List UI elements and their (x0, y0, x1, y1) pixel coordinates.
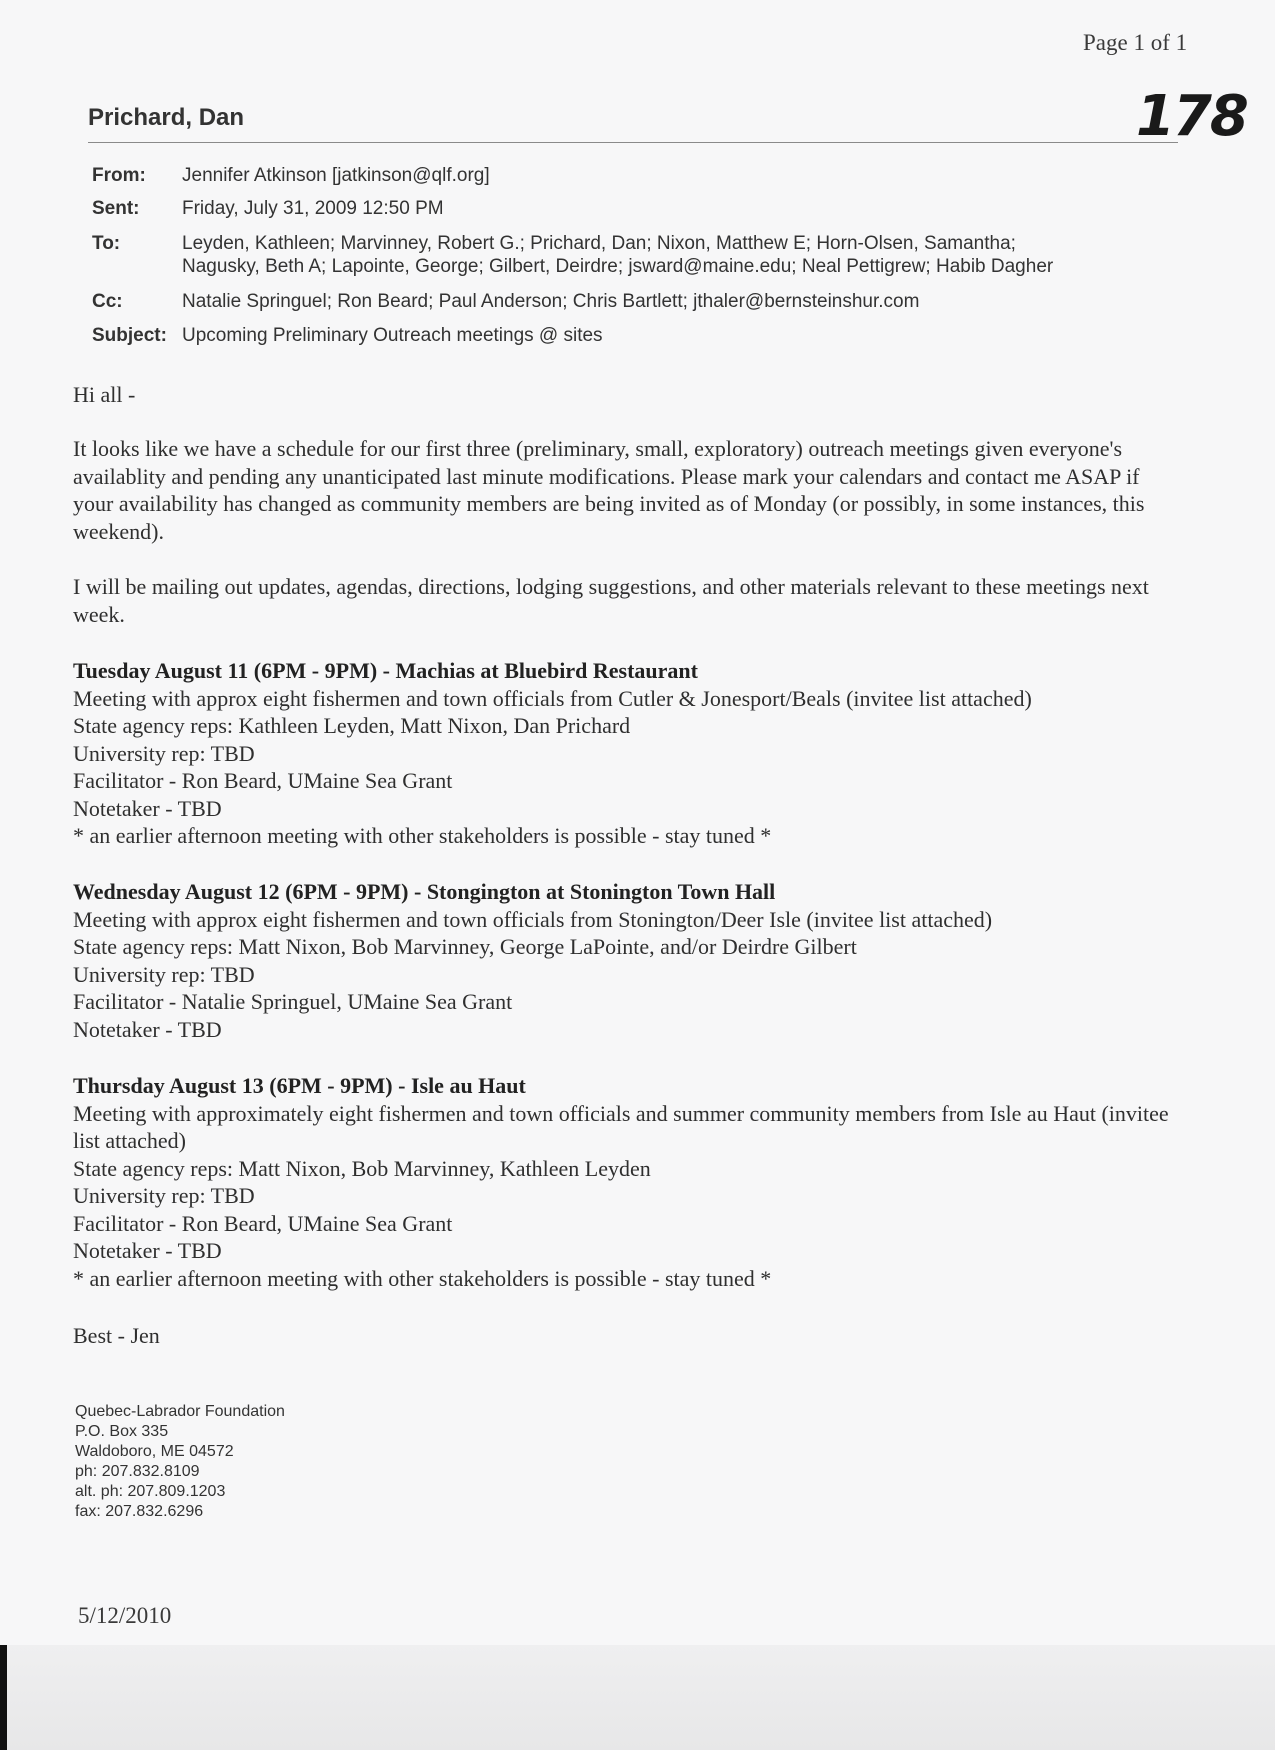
meeting-1-line: Notetaker - TBD (73, 795, 222, 821)
sent-label: Sent: (92, 198, 140, 219)
meeting-3-line: University rep: TBD (73, 1183, 255, 1208)
to-value: Leyden, Kathleen; Marvinney, Robert G.; Prichard, Dan; Nixon, Matthew E; Horn-Olsen, Samantha; Nagusky, Beth A; Lapointe, George; Gilbert, Deirdre; jsward@maine.edu; Neal Pettigrew; Habib Dagher (182, 233, 1054, 277)
meeting-2-title: Wednesday August 12 (6PM - 9PM) - Stongington at Stonington Town Hall (73, 879, 776, 904)
meeting-3-line: Facilitator - Ron Beard, UMaine Sea Grant (73, 1210, 453, 1236)
meeting-2-line: Facilitator - Natalie Springuel, UMaine Sea Grant (73, 989, 513, 1014)
signature-line: Waldoboro, ME 04572 (75, 1443, 234, 1460)
mailbox-owner: Prichard, Dan (88, 104, 245, 131)
meeting-1-line: University rep: TBD (73, 740, 255, 766)
print-date: 5/12/2010 (78, 1603, 172, 1628)
page-number: Page 1 of 1 (1083, 30, 1188, 55)
meeting-1 (73, 657, 1193, 850)
from-value: Jennifer Atkinson [jatkinson@qlf.org] (182, 165, 490, 186)
meeting-2-line: State agency reps: Matt Nixon, Bob Marvinney, George LaPointe, and/or Deirdre Gilbert (73, 934, 857, 959)
meeting-3-title: Thursday August 13 (6PM - 9PM) - Isle au Haut (73, 1073, 526, 1098)
signature-line: P.O. Box 335 (75, 1423, 169, 1440)
meeting-3-line: State agency reps: Matt Nixon, Bob Marvinney, Kathleen Leyden (73, 1155, 651, 1181)
meeting-1-line: Meeting with approx eight fishermen and town officials from Cutler & Jonesport/Beals (invitee list attached) (73, 685, 1032, 711)
signature-line: Quebec-Labrador Foundation (75, 1403, 285, 1420)
meeting-2 (73, 878, 1193, 1043)
scan-bottom-shade (0, 1645, 1275, 1750)
meeting-3 (73, 1072, 1193, 1292)
meeting-1-line: * an earlier afternoon meeting with other stakeholders is possible - stay tuned * (73, 823, 772, 848)
meeting-2-line: Notetaker - TBD (73, 1016, 222, 1042)
signature-line: fax: 207.832.6296 (75, 1503, 204, 1520)
cc-label: Cc: (92, 291, 123, 312)
greeting: Hi all - (73, 382, 136, 407)
mailing-paragraph: I will be mailing out updates, agendas, directions, lodging suggestions, and other materials relevant to these meetings next week. (73, 574, 1149, 627)
meeting-2-line: University rep: TBD (73, 961, 255, 987)
meeting-2-line: Meeting with approx eight fishermen and town officials from Stonington/Deer Isle (invitee list attached) (73, 906, 993, 932)
scan-edge-mark (0, 1645, 7, 1750)
meeting-3-line: Notetaker - TBD (73, 1238, 222, 1263)
meeting-1-title: Tuesday August 11 (6PM - 9PM) - Machias at Bluebird Restaurant (73, 658, 698, 683)
header-divider (88, 142, 1178, 143)
intro-paragraph: It looks like we have a schedule for our first three (preliminary, small, exploratory) outreach meetings given everyone's availablity and pending any unanticipated last minute modifications. Please mark your calendars and contact me ASAP if your availability has changed as community members are being invited as of Monday (or possibly, in some instances, this weekend). (73, 436, 1145, 544)
closing: Best - Jen (73, 1323, 160, 1348)
signature-block (75, 1402, 285, 1522)
from-label: From: (92, 165, 146, 186)
handwritten-number: 178 (1136, 84, 1247, 149)
meeting-3-line: Meeting with approximately eight fishermen and town officials and summer community members from Isle au Haut (invitee list attached) (73, 1100, 1169, 1153)
subject-value: Upcoming Preliminary Outreach meetings @ sites (182, 325, 603, 346)
signature-line: ph: 207.832.8109 (75, 1463, 200, 1480)
to-label: To: (92, 233, 121, 254)
meeting-3-line: * an earlier afternoon meeting with other stakeholders is possible - stay tuned * (73, 1265, 772, 1291)
sent-value: Friday, July 31, 2009 12:50 PM (182, 198, 444, 219)
meeting-1-line: State agency reps: Kathleen Leyden, Matt Nixon, Dan Prichard (73, 713, 631, 738)
cc-value: Natalie Springuel; Ron Beard; Paul Anderson; Chris Bartlett; jthaler@bernsteinshur.com (182, 291, 920, 312)
subject-label: Subject: (92, 325, 167, 346)
signature-line: alt. ph: 207.809.1203 (75, 1483, 226, 1500)
meeting-1-line: Facilitator - Ron Beard, UMaine Sea Grant (73, 768, 453, 793)
